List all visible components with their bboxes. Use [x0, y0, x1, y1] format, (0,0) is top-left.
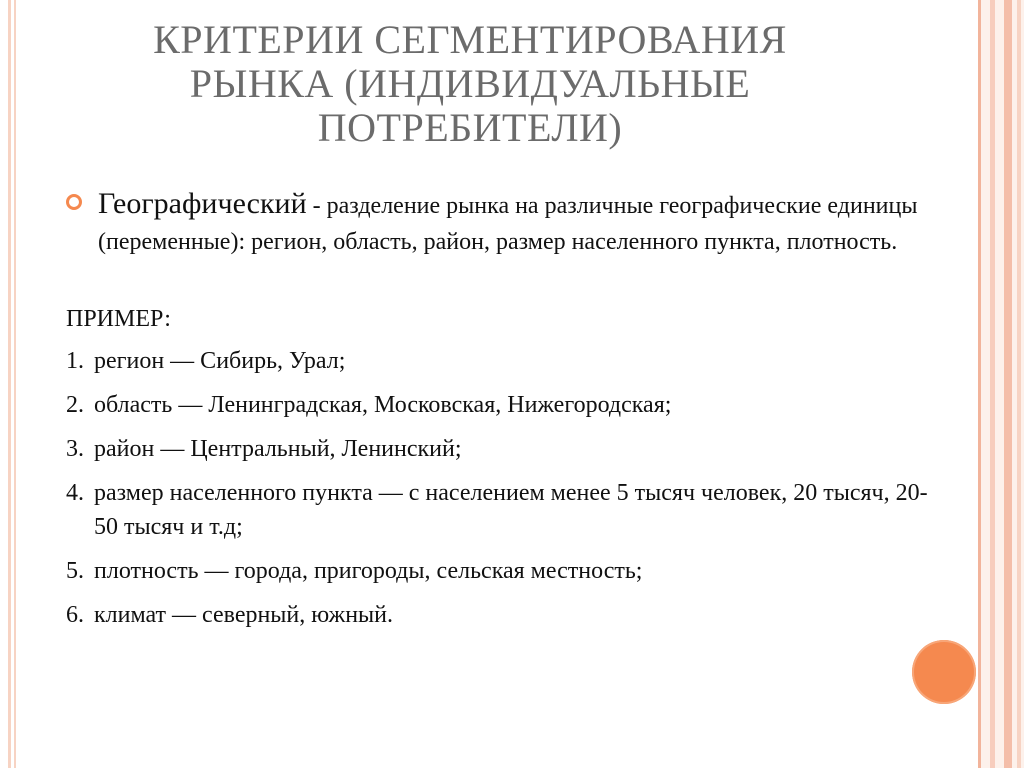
- slide-content: [66, 186, 946, 632]
- item-text: климат — северный, южный.: [94, 602, 394, 628]
- item-number: 5.: [66, 558, 84, 584]
- right-border-line: [978, 0, 981, 768]
- item-text: размер населенного пункта — с населением менее 5 тысяч человек, 20 тысяч, 20-50 тысяч и т.д;: [94, 480, 928, 540]
- bullet-ring-icon: [66, 194, 82, 210]
- title-line: КРИТЕРИИ СЕГМЕНТИРОВАНИЯ: [153, 17, 787, 62]
- example-label: ПРИМЕР:: [66, 306, 171, 332]
- list-item: [66, 432, 946, 466]
- right-border-line: [1004, 0, 1012, 768]
- item-text: область — Ленинградская, Московская, Нижегородская;: [94, 392, 672, 418]
- item-text: плотность — города, пригороды, сельская местность;: [94, 558, 643, 584]
- example-list: [66, 344, 946, 632]
- bullet-text: [98, 186, 946, 260]
- slide-title: [120, 18, 820, 150]
- bullet-separator: -: [306, 193, 327, 219]
- bullet-item: [66, 186, 946, 260]
- left-border-line: [8, 0, 11, 768]
- item-text: регион — Сибирь, Урал;: [94, 348, 346, 374]
- bullet-definition: разделение рынка на различные географические единицы (переменные): регион, область, район, размер населенного пункта, плотность.: [98, 193, 918, 255]
- right-border-line: [990, 0, 995, 768]
- left-border-line: [14, 0, 16, 768]
- title-line: ПОТРЕБИТЕЛИ): [317, 105, 623, 150]
- list-item: [66, 344, 946, 378]
- list-item: [66, 476, 946, 544]
- item-number: 3.: [66, 436, 84, 462]
- title-line: РЫНКА (ИНДИВИДУАЛЬНЫЕ: [189, 61, 751, 106]
- decorative-circle: [912, 640, 976, 704]
- item-number: 2.: [66, 392, 84, 418]
- item-number: 4.: [66, 480, 84, 506]
- bullet-term: Географический: [98, 187, 307, 220]
- item-number: 1.: [66, 348, 84, 374]
- item-number: 6.: [66, 602, 84, 628]
- list-item: [66, 388, 946, 422]
- list-item: [66, 554, 946, 588]
- right-border-line: [1017, 0, 1021, 768]
- list-item: [66, 598, 946, 632]
- item-text: район — Центральный, Ленинский;: [94, 436, 462, 462]
